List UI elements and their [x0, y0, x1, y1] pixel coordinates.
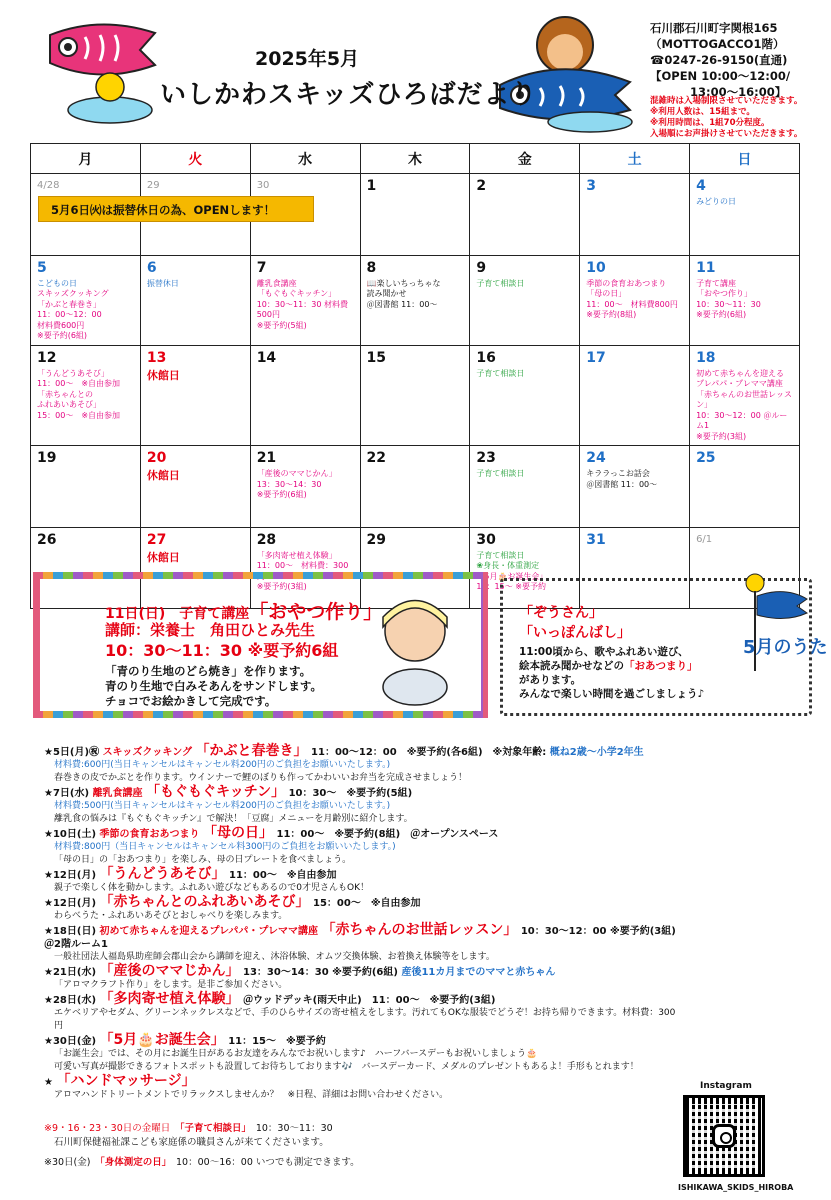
event-detail: ★7日(水) 離乳食講座 「もぐもぐキッチン」 10：30～ ※要予約(5組) 材料費:500円(当日キャンセルはキャンセル料200円のご負担をお願いいたします。) 離乳食の悩みは『もぐもぐキッチン』で解決！「豆腐」メニューを月齢別に紹介します。: [44, 784, 413, 824]
day-event: 「赤ちゃんとの: [37, 389, 93, 399]
phone: ☎0247-26-9150(直通): [650, 53, 788, 67]
event-detail: ★30日(金) 「5月🎂お誕生会」 11：15～ ※要予約 「お誕生会」では、その月にお誕生日があるお友達をみんなでお祝いします♪ ハーフバースデーもお祝いしましょう🎂 可愛い写真が撮影できるフォトスポットも設置してお待ちしております🎶 バースデーカード、メダルのプレゼントもあるよ！手形もとれます！: [44, 1032, 639, 1072]
instagram-qr-code[interactable]: [683, 1095, 765, 1177]
day-number: 24: [586, 450, 606, 466]
day-event: 材料費600円: [37, 320, 85, 330]
badge-text: 5月のうた: [743, 637, 828, 658]
kid-riding-koinobori: [480, 10, 640, 135]
day-event: 「赤ちゃんのお世話レッスン」: [696, 389, 792, 409]
calendar-day: [690, 174, 800, 256]
calendar-day: [470, 174, 580, 256]
event-detail: ★12日(月) 「うんどうあそび」 11：00～ ※自由参加 親子で楽しく体を動かします。ふれあい遊びなどもあるので0才児さんもOK！: [44, 866, 369, 893]
day-event: 子育て相談日: [476, 278, 525, 288]
day-number: 4: [696, 178, 706, 194]
open-hours-2: 13:00～16:00】: [690, 85, 787, 99]
monthly-songs-box: [500, 578, 828, 716]
day-event: 11：00～ 材料費：300円: [256, 561, 349, 581]
calendar-day: [580, 345, 690, 446]
cooking-girl-illustration: [365, 589, 465, 709]
facility-info: [650, 20, 790, 100]
day-event: ＠図書館 11：00～: [366, 299, 438, 309]
weekday-4: 金: [470, 144, 580, 174]
weekday-0: 月: [31, 144, 141, 174]
day-event: 13：30～14：30: [256, 479, 322, 489]
day-event: ＠図書館 11：00～: [586, 479, 658, 489]
day-event: 「産後のママじかん」: [256, 469, 337, 478]
day-event: 離乳食講座: [256, 278, 297, 288]
day-event: 季節の食育おあつまり: [586, 278, 667, 288]
calendar-day: [140, 446, 250, 528]
day-event: 11：00～ 材料費800円: [586, 299, 678, 309]
day-event: 10：30～11：30 材料費500円: [256, 299, 348, 319]
day-event: ※要予約(6組): [696, 310, 747, 319]
day-number: 6/1: [696, 533, 713, 545]
day-number: 13: [146, 349, 167, 366]
calendar-day: [470, 255, 580, 345]
event-detail: ★28日(水) 「多肉寄せ植え体験」 ＠ウッドデッキ(雨天中止) 11：00～ ※要予約(3組) エケベリアやセダム、グリーンネックレスなどで、手のひらサイズの寄せ植えをします。汚れてもOKな服装でどうぞ！お持ち帰りできます。材料費：300円: [44, 991, 676, 1031]
calendar-day: [470, 345, 580, 446]
day-number: 28: [256, 531, 277, 548]
event-detail: ★10日(土) 季節の食育おあつまり 「母の日」 11：00～ ※要予約(8組) ＠オープンスペース 材料費:800円（当日キャンセルはキャンセル料300円のご負担をお願いいたします。) 「母の日」の「おあつまり」を楽しみ、母の日プレートを食べましょう。: [44, 825, 499, 865]
snack-workshop-box: [33, 572, 488, 718]
calendar-day: [360, 255, 470, 345]
day-event: 子育て相談日: [476, 368, 525, 378]
day-event: 15：00～ ※自由参加: [37, 410, 121, 420]
calendar-day: [690, 255, 800, 345]
day-event: 「うんどうあそび」: [37, 368, 109, 378]
day-event: キララっこお話会: [586, 469, 650, 478]
instagram-icon: [712, 1124, 736, 1148]
day-number: 27: [146, 531, 167, 548]
calendar-day: [580, 255, 690, 345]
day-event: みどりの日: [696, 197, 737, 206]
calendar-day: [250, 345, 360, 446]
calendar-day: [360, 446, 470, 528]
day-event: 子育て相談日: [476, 550, 525, 560]
workshop-description: 「青のり生地のどら焼き」を作ります。 青のり生地で白みそあんをサンドします。 チョコでお絵かきして完成です。: [105, 664, 323, 708]
day-number: 20: [146, 450, 167, 466]
day-number: 4/28: [37, 180, 60, 191]
day-number: 14: [256, 349, 277, 366]
weekday-2: 水: [250, 144, 360, 174]
event-detail: ★18日(日) 初めて赤ちゃんを迎えるプレパパ・プレママ講座 「赤ちゃんのお世話レッスン」 10：30～12：00 ※要予約(3組) ＠2階ルーム1 一般社団法人福島県助産師会郡山会から講師を迎え、沐浴体験、オムツ交換体験、お着換え体験等をします。: [44, 922, 686, 962]
day-number: 11: [696, 259, 716, 276]
day-event: 振替休日: [146, 278, 179, 288]
substitute-holiday-banner: 5月6日㈫は振替休日の為、OPENします！: [38, 196, 314, 222]
calendar-week: [31, 255, 800, 345]
day-number: 6: [146, 259, 157, 276]
calendar-day: [690, 345, 800, 446]
instagram-label: Instagram: [700, 1081, 752, 1091]
address: 石川郡石川町字関根165: [650, 21, 778, 35]
day-event: こどもの日: [37, 278, 77, 288]
day-number: 25: [696, 450, 716, 466]
day-number: 26: [37, 531, 57, 548]
day-event: 「母の日」: [586, 289, 627, 298]
calendar-day: [31, 255, 141, 345]
building: （MOTTOGACCO1階）: [650, 37, 785, 51]
day-event: 11：00～12：00: [37, 310, 102, 319]
day-number: 5: [37, 259, 47, 276]
day-event: ※要予約(3組): [256, 582, 307, 591]
day-event: 休館日: [146, 368, 180, 382]
day-event: ❀身長・体重測定: [476, 561, 540, 570]
day-event: 子育て講座: [696, 278, 737, 288]
day-event: ※要予約(6組): [256, 490, 307, 499]
calendar-day: [140, 345, 250, 446]
day-number: 15: [366, 349, 387, 366]
day-number: 7: [256, 259, 267, 276]
title-year: 2025年5月: [255, 48, 360, 70]
day-event: ※要予約(3組): [696, 431, 747, 441]
day-event: 「5月🎂お誕生会」: [476, 571, 548, 581]
calendar-day: [250, 255, 360, 345]
calendar-day: [250, 446, 360, 528]
day-event: ※要予約(8組): [586, 310, 637, 319]
may-song-badge: [735, 571, 828, 676]
day-event: 初めて赤ちゃんを迎える: [696, 368, 785, 378]
calendar-day: [140, 255, 250, 345]
day-event: 「おやつ作り」: [696, 289, 753, 298]
calendar-day: [31, 345, 141, 446]
calendar-day: [360, 174, 470, 256]
calendar-week: [31, 446, 800, 528]
day-event: ※要予約(5組): [256, 320, 307, 330]
day-event: 10：30～11：30: [696, 299, 761, 309]
day-number: 8: [366, 259, 377, 276]
day-number: 30: [256, 180, 270, 191]
calendar-day: [580, 446, 690, 528]
day-number: 31: [586, 531, 606, 548]
day-event: スキッズクッキング: [37, 289, 109, 298]
calendar-week: [31, 345, 800, 446]
weekday-1: 火: [140, 144, 250, 174]
workshop-title: 11日(日) 子育て講座「おやつ作り」: [105, 601, 383, 623]
day-number: 18: [696, 349, 716, 366]
footer-notes: ※9・16・23・30日の金曜日 「子育て相談日」 10：30～11：30 石川町保健福祉課こども家庭係の職員さんが来てくださいます。 ※30日(金) 「身体測定の日」 10：00～16：00 いつでも測定できます。: [44, 1123, 360, 1168]
day-event: 📖楽しいちっちゃな: [366, 278, 441, 288]
day-number: 29: [366, 531, 387, 548]
day-event: 子育て相談日: [476, 469, 525, 478]
weekday-5: 土: [580, 144, 690, 174]
calendar-day: [360, 345, 470, 446]
gathering-description: 11:00頃から、歌やふれあい遊び、 絵本読み聞かせなどの「おあつまり」 があります。 みんなで楽しい時間を過ごしましょう♪: [519, 646, 705, 700]
calendar-day: [470, 446, 580, 528]
day-event: 11：00～ ※自由参加: [37, 379, 121, 388]
workshop-time: 10：30～11：30 ※要予約6組: [105, 641, 339, 660]
event-detail: ★5日(月)㊗ スキッズクッキング 「かぶと春巻き」 11：00～12：00 ※要予約(各6組) ※対象年齢: 概ね2歳～小学2年生 材料費:600円(当日キャンセルはキャンセル料200円のご負担をお願いいたします。) 春巻きの皮でかぶとを作ります。ウインナーで鯉のぼりも作ってかわいいお弁当を完成させましょう！: [44, 743, 644, 783]
weekday-3: 木: [360, 144, 470, 174]
day-number: 12: [37, 349, 57, 366]
day-event: 休館日: [146, 550, 180, 564]
open-hours: 【OPEN 10:00～12:00/: [650, 69, 791, 83]
day-event: 「多肉寄せ植え体験」: [256, 550, 337, 560]
day-number: 17: [586, 349, 606, 366]
day-event: 「もぐもぐキッチン」: [256, 289, 337, 298]
day-event: 読み聞かせ: [366, 289, 407, 298]
day-number: 3: [586, 178, 596, 194]
event-details: [44, 745, 684, 1103]
day-event: 10：30～12：00 ＠ルーム1: [696, 410, 788, 430]
day-event: 11：15～ ※要予約: [476, 582, 546, 591]
day-event: 「かぶと春巻き」: [37, 299, 101, 309]
calendar-day: [31, 446, 141, 528]
day-number: 21: [256, 450, 277, 466]
day-number: 16: [476, 349, 496, 366]
workshop-instructor: 講師：栄養士 角田ひとみ先生: [105, 621, 316, 639]
day-event: ふれあいあそび」: [37, 400, 101, 409]
page-title: いしかわスキッズひろばだより: [160, 80, 538, 110]
calendar-day: [690, 446, 800, 528]
event-detail: ★ 「ハンドマッサージ」 アロマハンドトリートメントでリラックスしませんか？ ※日程、詳細はお問い合わせください。: [44, 1073, 449, 1100]
calendar-day: [580, 174, 690, 256]
weekday-6: 日: [690, 144, 800, 174]
weekday-header: [31, 144, 800, 174]
day-event: ※要予約(6組): [37, 331, 88, 340]
day-event: プレパパ・プレママ講座: [696, 379, 783, 388]
day-number: 2: [476, 178, 487, 194]
instagram-handle: ISHIKAWA_SKIDS_HIROBA: [678, 1183, 794, 1192]
event-detail: ★21日(水) 「産後のママじかん」 13：30～14：30 ※要予約(6組) 産後11カ月までのママと赤ちゃん 「アロマクラフト作り」をします。是非ご参加ください。: [44, 963, 556, 990]
day-event: 休館日: [146, 469, 180, 482]
day-number: 29: [146, 180, 160, 191]
song-titles: 「ぞうさん」 「いっぽんばし」: [519, 605, 631, 641]
day-number: 10: [586, 259, 606, 276]
day-number: 30: [476, 531, 496, 548]
day-number: 23: [476, 450, 496, 466]
koinobori-decoration: [40, 15, 160, 125]
day-number: 9: [476, 259, 487, 276]
usage-notes: 混雑時は入場制限させていただきます。 ※利用人数は、15組まで。 ※利用時間は、1組70分程度。 入場順にお声掛けさせていただきます。: [650, 96, 803, 139]
day-number: 22: [366, 450, 387, 466]
day-number: 1: [366, 178, 377, 194]
day-number: 19: [37, 450, 57, 466]
event-detail: ★12日(月) 「赤ちゃんとのふれあいあそび」 15：00～ ※自由参加 わらべうた・ふれあいあそびとおしゃべりを楽しみます。: [44, 894, 421, 921]
